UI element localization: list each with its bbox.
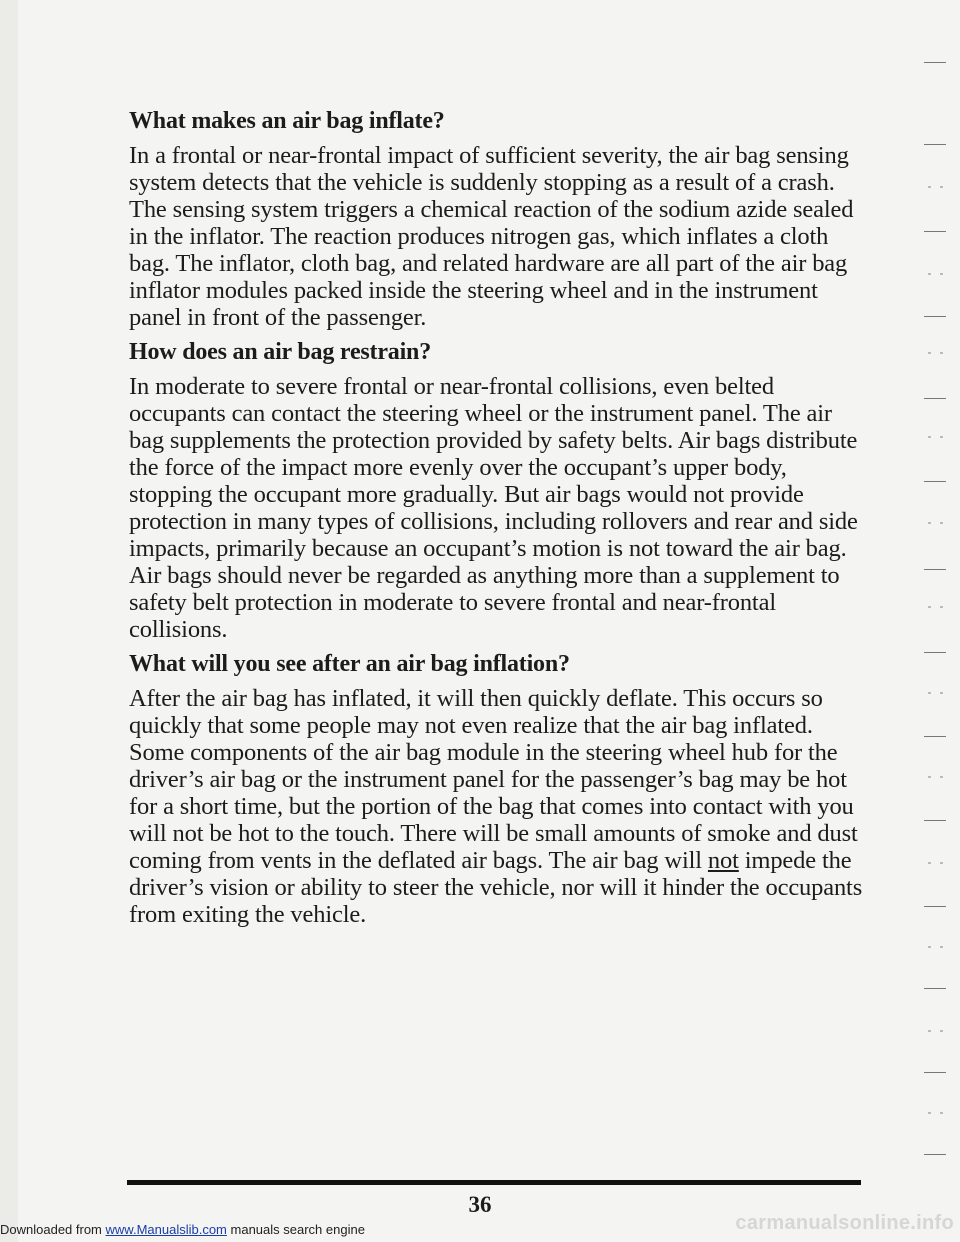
emphasis-not: not	[707, 847, 739, 874]
section-heading-restrain: How does an air bag restrain?	[129, 339, 431, 365]
section-heading-inflate: What makes an air bag inflate?	[129, 108, 445, 134]
footer-rule	[127, 1180, 861, 1185]
site-watermark: carmanualsonline.info	[735, 1212, 954, 1234]
document-body	[129, 106, 864, 934]
download-footer	[0, 1222, 365, 1237]
section-heading-after-inflation: What will you see after an air bag inflation?	[129, 651, 570, 677]
section-body-inflate: In a frontal or near-frontal impact of sufficient severity, the air bag sensing system detects that the vehicle is suddenly stopping as a result of a crash. The sensing system triggers a chemical reaction of the sodium azide sealed in the inflator. The reaction produces nitrogen gas, which inflates a cloth bag. The inflator, cloth bag, and related hardware are all part of the air bag inflator modules packed inside the steering wheel and in the instrument panel in front of the passenger.	[129, 142, 854, 331]
body-text-after: impede the driver’s vision or ability to steer the vehicle, nor will it hinder the occupants from exiting the vehicle.	[129, 847, 863, 928]
manualslib-link[interactable]: www.Manualslib.com	[105, 1222, 227, 1237]
margin-scan-marks	[900, 0, 960, 1242]
footer-suffix: manuals search engine	[230, 1222, 365, 1237]
page-edge-strip	[0, 0, 18, 1242]
body-text-before: After the air bag has inflated, it will then quickly deflate. This occurs so quickly that some people may not even realize that the air bag inflated. Some components of the air bag module in the steering wheel hub for the driver’s air bag or the instrument panel for the passenger’s bag may be hot for a short time, but the portion of the bag that comes into contact with you will not be hot to the touch. There will be small amounts of smoke and dust coming from vents in the deflated air bags. The air bag will	[129, 685, 858, 874]
section-body-restrain: In moderate to severe frontal or near-frontal collisions, even belted occupants can contact the steering wheel or the instrument panel. The air bag supplements the protection provided by safety belts. Air bags distribute the force of the impact more evenly over the occupant’s upper body, stopping the occupant more gradually. But air bags would not provide protection in many types of collisions, including rollovers and rear and side impacts, primarily because an occupant’s motion is not toward the air bag. Air bags should never be regarded as anything more than a supplement to safety belt protection in moderate to severe frontal and near-frontal collisions.	[129, 373, 858, 643]
page-number: 36	[468, 1192, 492, 1217]
footer-prefix: Downloaded from	[0, 1222, 102, 1237]
section-body-after-inflation	[129, 685, 864, 928]
